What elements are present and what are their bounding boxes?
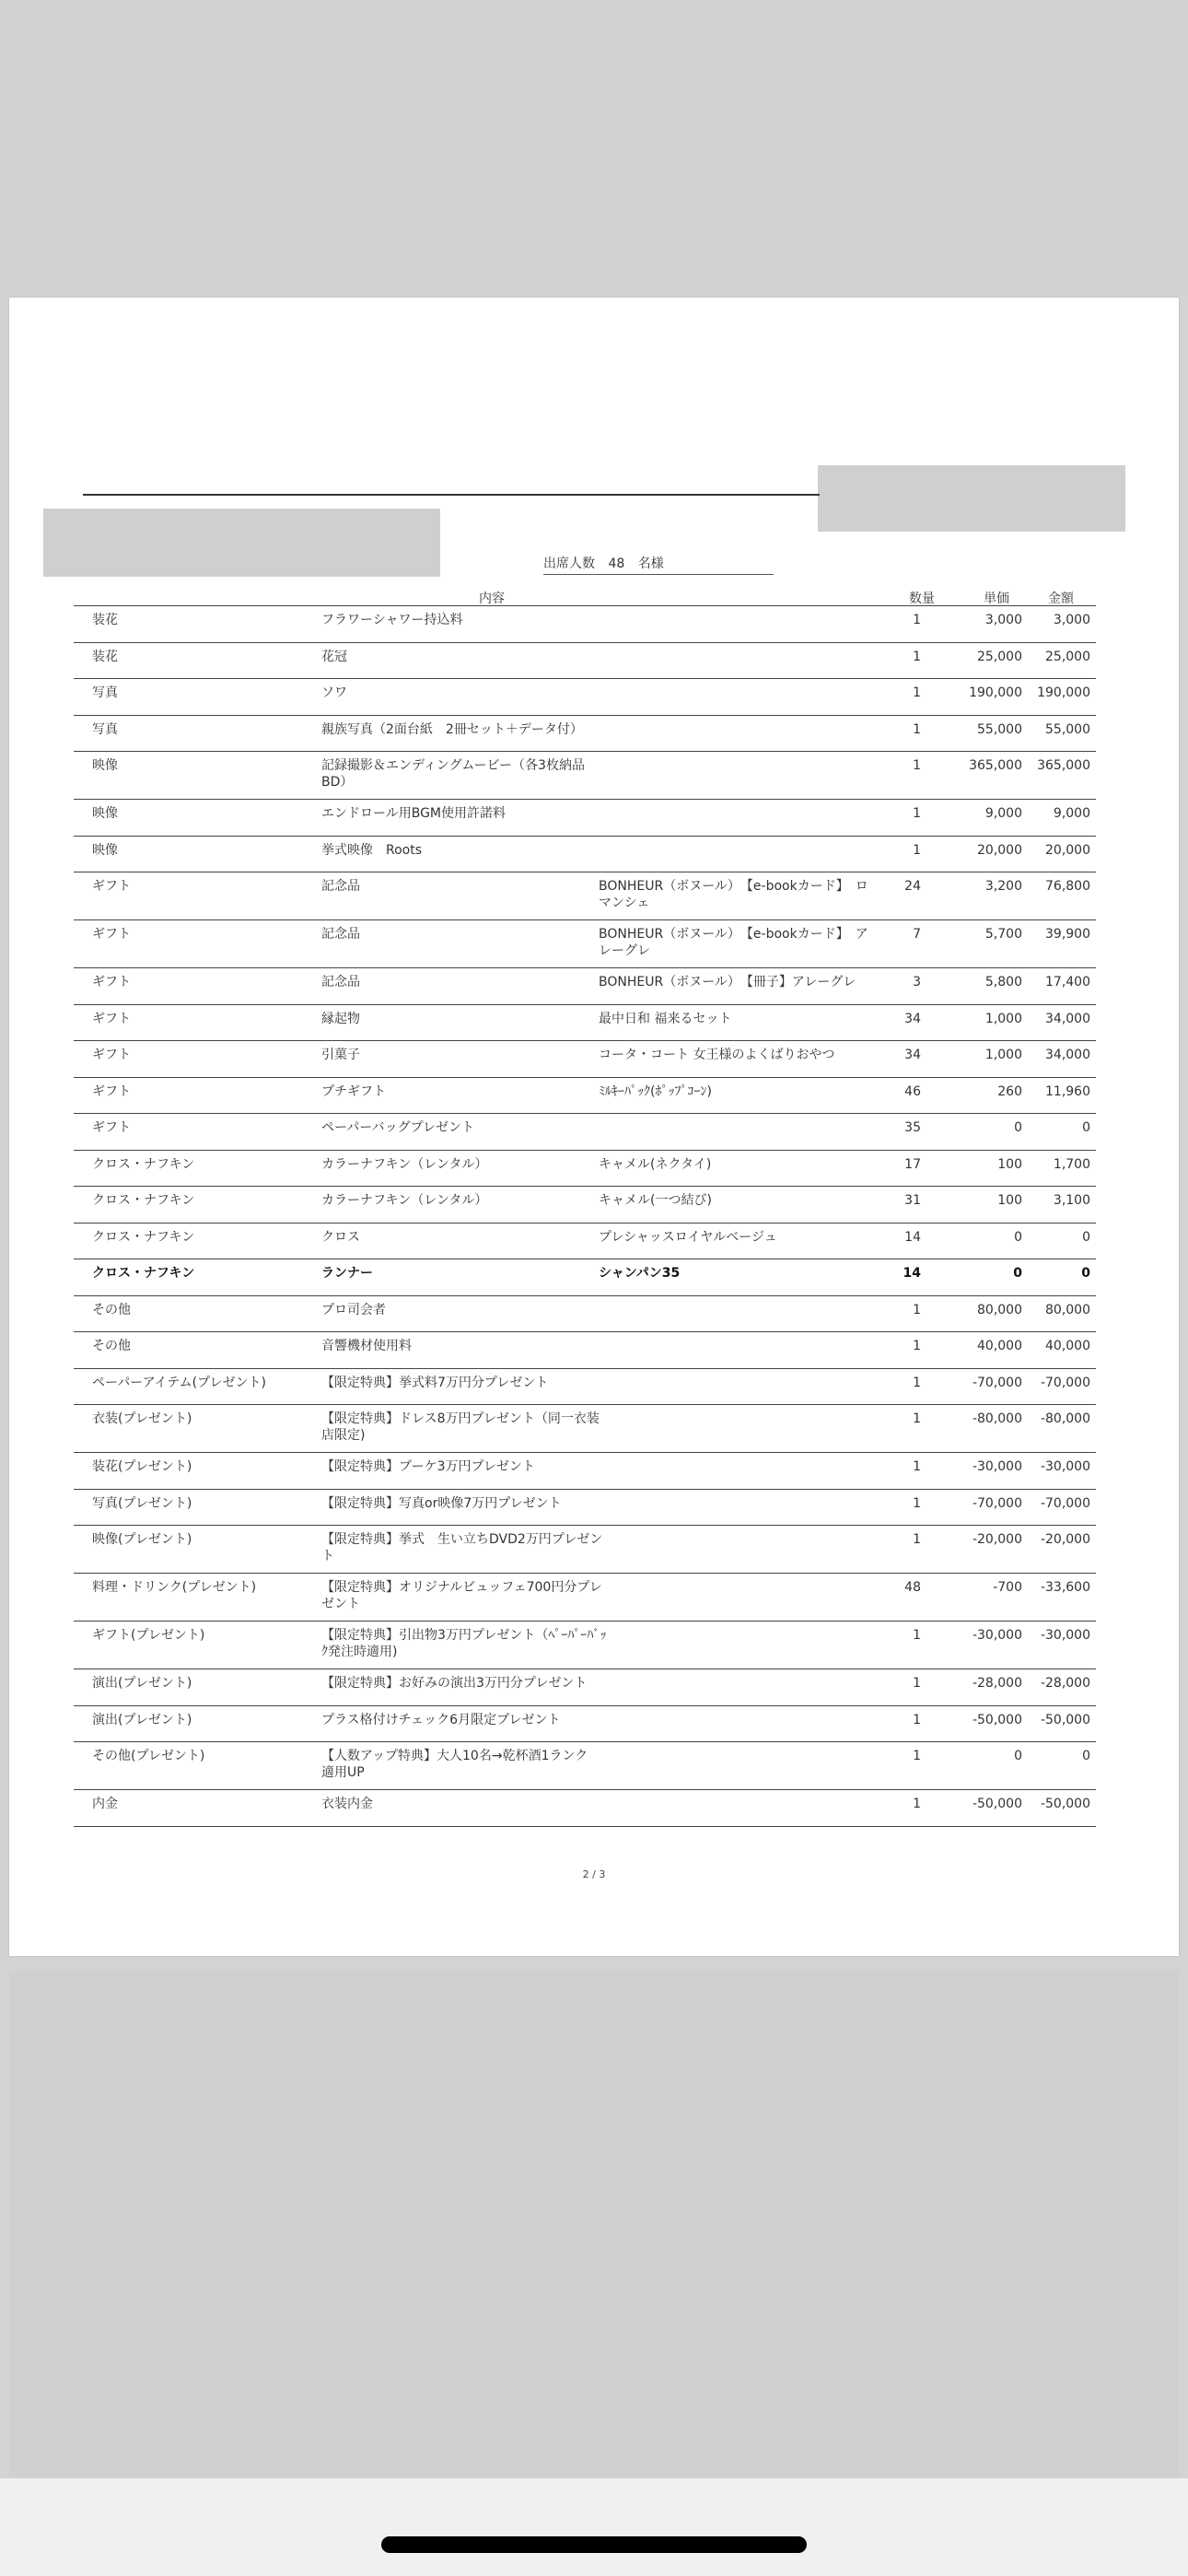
row-unit-price: 20,000 <box>977 842 1022 858</box>
redacted-block-left <box>43 509 440 577</box>
row-detail: キャメル(ネクタイ) <box>599 1156 712 1172</box>
row-category: その他(プレゼント) <box>92 1749 205 1763</box>
row-item: カラーナフキン（レンタル） <box>321 1193 488 1208</box>
table-row <box>74 1296 1096 1333</box>
row-unit-price: 3,000 <box>984 613 1022 627</box>
row-category: ギフト(プレゼント) <box>92 1628 205 1643</box>
table-row <box>74 1706 1096 1743</box>
row-category: 映像(プレゼント) <box>92 1532 192 1547</box>
bottom-gray-area <box>9 1972 1179 2476</box>
row-detail: コータ・コート 女王様のよくばりおやつ <box>599 1048 835 1062</box>
table-row <box>74 679 1096 716</box>
row-amount: 80,000 <box>1045 1302 1090 1317</box>
row-category: 内金 <box>92 1797 118 1811</box>
row-amount: 39,900 <box>1045 927 1090 942</box>
row-item: 【限定特典】挙式料7万円分プレゼント <box>321 1375 549 1390</box>
row-category: 演出(プレゼント) <box>92 1712 192 1727</box>
row-amount: 365,000 <box>1037 758 1090 773</box>
table-row <box>74 1187 1096 1224</box>
row-unit-price: 25,000 <box>977 649 1022 664</box>
attendance-label: 出席人数 <box>543 556 595 571</box>
row-item: 親族写真（2面台紙 2冊セット＋データ付） <box>321 721 583 737</box>
row-amount: -20,000 <box>1040 1532 1090 1547</box>
table-row <box>74 1005 1096 1042</box>
row-amount: 34,000 <box>1045 1048 1090 1062</box>
row-detail: BONHEUR（ボヌール） 【e-bookカード】 ロマンシェ <box>599 879 868 910</box>
row-amount: 0 <box>1082 1120 1090 1135</box>
table-row <box>74 800 1096 837</box>
row-item: プラス格付けチェック6月限定プレゼント <box>321 1712 561 1727</box>
row-item: 【人数アップ特典】大人10名→乾杯酒1ランク 適用UP <box>321 1749 601 1780</box>
row-category: その他 <box>92 1302 131 1317</box>
table-row <box>74 1224 1096 1260</box>
row-unit-price: -50,000 <box>972 1797 1022 1811</box>
row-amount: -30,000 <box>1040 1459 1090 1474</box>
row-unit-price: 1,000 <box>984 1048 1022 1062</box>
row-item: 【限定特典】挙式 生い立ちDVD2万円プレゼント <box>321 1532 603 1563</box>
row-category: 演出(プレゼント) <box>92 1676 192 1691</box>
row-category: ギフト <box>92 975 131 989</box>
row-unit-price: 190,000 <box>969 685 1022 700</box>
table-header <box>74 587 1096 606</box>
row-quantity: 1 <box>913 1628 921 1643</box>
row-item: 花冠 <box>321 649 347 664</box>
row-quantity: 24 <box>904 879 921 894</box>
row-item: 【限定特典】引出物3万円プレゼント（ﾍﾟｰﾊﾟｰﾊﾞｯｸ発注時適用) <box>321 1628 607 1659</box>
row-category: ギフト <box>92 1120 131 1135</box>
row-item: 【限定特典】写真or映像7万円プレゼント <box>321 1495 562 1511</box>
row-category: クロス・ナフキン <box>92 1229 195 1245</box>
row-quantity: 3 <box>913 975 921 989</box>
row-amount: -28,000 <box>1040 1676 1090 1691</box>
row-unit-price: -50,000 <box>972 1712 1022 1727</box>
row-unit-price: -30,000 <box>972 1459 1022 1474</box>
row-amount: -50,000 <box>1040 1712 1090 1727</box>
row-unit-price: 100 <box>997 1156 1022 1172</box>
home-indicator[interactable] <box>381 2536 807 2553</box>
row-unit-price: -20,000 <box>972 1532 1022 1547</box>
table-row <box>74 1574 1096 1622</box>
row-category: ギフト <box>92 927 131 942</box>
row-category: 映像 <box>92 842 118 858</box>
top-gray-area <box>0 0 1188 293</box>
row-unit-price: 5,800 <box>984 975 1022 989</box>
row-item: 【限定特典】ブーケ3万円プレゼント <box>321 1459 535 1474</box>
row-category: クロス・ナフキン <box>92 1156 195 1172</box>
row-quantity: 14 <box>904 1229 921 1245</box>
redacted-block-top-right <box>818 465 1125 532</box>
row-item: 縁起物 <box>321 1011 360 1026</box>
row-item: フラワーシャワー持込料 <box>321 613 463 627</box>
table-row <box>74 1078 1096 1115</box>
row-category: 衣装(プレゼント) <box>92 1411 192 1426</box>
row-item: ソワ <box>321 685 347 700</box>
row-item: 衣装内金 <box>321 1797 373 1811</box>
row-quantity: 48 <box>904 1580 921 1595</box>
row-amount: -70,000 <box>1040 1495 1090 1511</box>
row-quantity: 14 <box>903 1266 921 1281</box>
row-unit-price: -80,000 <box>972 1411 1022 1426</box>
row-category: ペーパーアイテム(プレゼント) <box>92 1375 267 1390</box>
row-item: ペーパーバッグプレゼント <box>321 1120 475 1135</box>
row-category: 映像 <box>92 758 118 773</box>
row-quantity: 1 <box>913 685 921 700</box>
table-row <box>74 716 1096 753</box>
row-unit-price: 1,000 <box>984 1011 1022 1026</box>
row-quantity: 1 <box>913 1411 921 1426</box>
row-amount: 25,000 <box>1045 649 1090 664</box>
row-quantity: 1 <box>913 1375 921 1390</box>
table-row <box>74 1622 1096 1669</box>
row-unit-price: 80,000 <box>977 1302 1022 1317</box>
row-quantity: 1 <box>913 1339 921 1353</box>
row-amount: 0 <box>1082 1749 1090 1763</box>
row-unit-price: -70,000 <box>972 1495 1022 1511</box>
row-item: 【限定特典】お好みの演出3万円分プレゼント <box>321 1676 588 1691</box>
row-unit-price: 0 <box>1014 1120 1022 1135</box>
row-detail: キャメル(一つ結び) <box>599 1193 712 1208</box>
page-number: 2 / 3 <box>582 1868 606 1880</box>
row-unit-price: -700 <box>993 1580 1022 1595</box>
row-item: 引菓子 <box>321 1048 360 1062</box>
row-quantity: 7 <box>913 927 921 942</box>
table-row <box>74 1453 1096 1490</box>
row-unit-price: 55,000 <box>977 721 1022 737</box>
row-amount: -30,000 <box>1040 1628 1090 1643</box>
attendance-unit: 名様 <box>637 556 664 571</box>
row-amount: 20,000 <box>1045 842 1090 858</box>
row-category: 写真 <box>92 721 118 737</box>
row-detail: BONHEUR（ボヌール） 【冊子】アレーグレ <box>599 975 856 989</box>
row-amount: 55,000 <box>1045 721 1090 737</box>
table-row <box>74 968 1096 1005</box>
row-unit-price: 260 <box>997 1083 1022 1099</box>
row-category: ギフト <box>92 1048 131 1062</box>
row-item: カラーナフキン（レンタル） <box>321 1156 488 1172</box>
row-item: 【限定特典】オリジナルビュッフェ700円分プレゼント <box>321 1580 602 1611</box>
header-rule <box>83 494 820 496</box>
table-row <box>74 1669 1096 1706</box>
row-item: 記録撮影＆エンディングムービー（各3枚納品 BD） <box>321 758 585 790</box>
row-amount: -80,000 <box>1040 1411 1090 1426</box>
table-row <box>74 752 1096 800</box>
row-quantity: 34 <box>904 1048 921 1062</box>
estimate-table <box>74 587 1096 1827</box>
table-row <box>74 920 1096 968</box>
row-unit-price: 100 <box>997 1193 1022 1208</box>
row-amount: 40,000 <box>1045 1339 1090 1353</box>
row-amount: 0 <box>1081 1266 1090 1281</box>
row-amount: 0 <box>1082 1229 1090 1245</box>
row-item: クロス <box>321 1229 360 1245</box>
row-category: 写真 <box>92 685 118 700</box>
row-unit-price: -30,000 <box>972 1628 1022 1643</box>
row-category: クロス・ナフキン <box>92 1193 195 1208</box>
row-amount: -50,000 <box>1040 1797 1090 1811</box>
row-item: プロ司会者 <box>321 1302 386 1317</box>
row-detail: 最中日和 福来るセット <box>599 1011 732 1026</box>
row-quantity: 1 <box>913 721 921 737</box>
row-unit-price: 365,000 <box>969 758 1022 773</box>
row-unit-price: -70,000 <box>972 1375 1022 1390</box>
row-quantity: 1 <box>913 842 921 858</box>
row-item: 【限定特典】ドレス8万円プレゼント（同一衣装店限定) <box>321 1411 600 1443</box>
row-quantity: 1 <box>913 1676 921 1691</box>
row-detail: シャンパン35 <box>599 1266 681 1281</box>
table-row <box>74 1259 1096 1296</box>
row-quantity: 1 <box>913 758 921 773</box>
table-row <box>74 1369 1096 1406</box>
row-quantity: 17 <box>904 1156 921 1172</box>
table-row <box>74 1405 1096 1453</box>
row-unit-price: 3,200 <box>984 879 1022 894</box>
row-unit-price: 0 <box>1013 1266 1022 1281</box>
row-category: 装花(プレゼント) <box>92 1459 192 1474</box>
table-row <box>74 606 1096 643</box>
table-row <box>74 643 1096 680</box>
table-body <box>74 606 1096 1827</box>
row-quantity: 1 <box>913 1459 921 1474</box>
row-quantity: 1 <box>913 1532 921 1547</box>
table-row <box>74 1526 1096 1574</box>
row-item: 記念品 <box>321 927 360 942</box>
row-unit-price: 5,700 <box>984 927 1022 942</box>
row-amount: 190,000 <box>1037 685 1090 700</box>
row-amount: 34,000 <box>1045 1011 1090 1026</box>
row-amount: 76,800 <box>1045 879 1090 894</box>
table-row <box>74 837 1096 873</box>
row-item: 挙式映像 Roots <box>321 842 423 858</box>
row-detail: BONHEUR（ボヌール） 【e-bookカード】 アレーグレ <box>599 927 868 958</box>
table-row <box>74 1790 1096 1827</box>
row-item: ランナー <box>321 1266 373 1281</box>
row-amount: 17,400 <box>1045 975 1090 989</box>
row-quantity: 1 <box>913 806 921 821</box>
row-unit-price: 9,000 <box>984 806 1022 821</box>
row-quantity: 31 <box>904 1193 921 1208</box>
row-quantity: 46 <box>904 1083 921 1099</box>
row-detail: ﾐﾙｷｰﾊﾟｯｸ(ﾎﾟｯﾌﾟｺｰﾝ) <box>599 1083 712 1099</box>
row-quantity: 1 <box>913 1302 921 1317</box>
row-quantity: 1 <box>913 1712 921 1727</box>
row-category: 写真(プレゼント) <box>92 1495 192 1511</box>
row-amount: 3,100 <box>1053 1193 1090 1208</box>
row-quantity: 35 <box>904 1120 921 1135</box>
row-category: 装花 <box>92 613 118 627</box>
row-category: ギフト <box>92 1083 131 1099</box>
attendance-line <box>543 554 774 575</box>
table-row <box>74 1332 1096 1369</box>
row-unit-price: 0 <box>1014 1229 1022 1245</box>
row-category: ギフト <box>92 879 131 894</box>
row-unit-price: -28,000 <box>972 1676 1022 1691</box>
row-item: 記念品 <box>321 975 360 989</box>
header-qty: 数量 <box>909 591 935 606</box>
table-row <box>74 1490 1096 1527</box>
row-amount: 1,700 <box>1053 1156 1090 1172</box>
row-quantity: 1 <box>913 649 921 664</box>
document-page <box>9 298 1179 1956</box>
row-item: エンドロール用BGM使用許諾料 <box>321 806 507 821</box>
row-category: クロス・ナフキン <box>92 1266 195 1281</box>
row-amount: 3,000 <box>1053 613 1090 627</box>
row-category: 料理・ドリンク(プレゼント) <box>92 1580 257 1595</box>
row-quantity: 1 <box>913 1495 921 1511</box>
row-amount: -70,000 <box>1040 1375 1090 1390</box>
table-row <box>74 1151 1096 1188</box>
row-category: ギフト <box>92 1011 131 1026</box>
row-quantity: 1 <box>913 1797 921 1811</box>
row-quantity: 34 <box>904 1011 921 1026</box>
header-content: 内容 <box>479 591 505 606</box>
row-unit-price: 40,000 <box>977 1339 1022 1353</box>
row-item: プチギフト <box>321 1083 386 1099</box>
row-category: 映像 <box>92 806 118 821</box>
header-amount: 金額 <box>1048 591 1074 606</box>
table-row <box>74 872 1096 920</box>
row-category: その他 <box>92 1339 131 1353</box>
bottom-bar <box>0 2478 1188 2576</box>
attendance-count: 48 <box>608 556 625 571</box>
table-row <box>74 1742 1096 1790</box>
table-row <box>74 1041 1096 1078</box>
row-detail: プレシャッスロイヤルベージュ <box>599 1229 777 1245</box>
row-item: 音響機材使用料 <box>321 1339 412 1353</box>
table-row <box>74 1114 1096 1151</box>
row-item: 記念品 <box>321 879 360 894</box>
row-category: 装花 <box>92 649 118 664</box>
row-amount: 11,960 <box>1045 1083 1090 1099</box>
row-amount: 9,000 <box>1053 806 1090 821</box>
row-amount: -33,600 <box>1040 1580 1090 1595</box>
row-quantity: 1 <box>913 613 921 627</box>
row-unit-price: 0 <box>1014 1749 1022 1763</box>
row-quantity: 1 <box>913 1749 921 1763</box>
header-unit-price: 単価 <box>984 591 1009 606</box>
